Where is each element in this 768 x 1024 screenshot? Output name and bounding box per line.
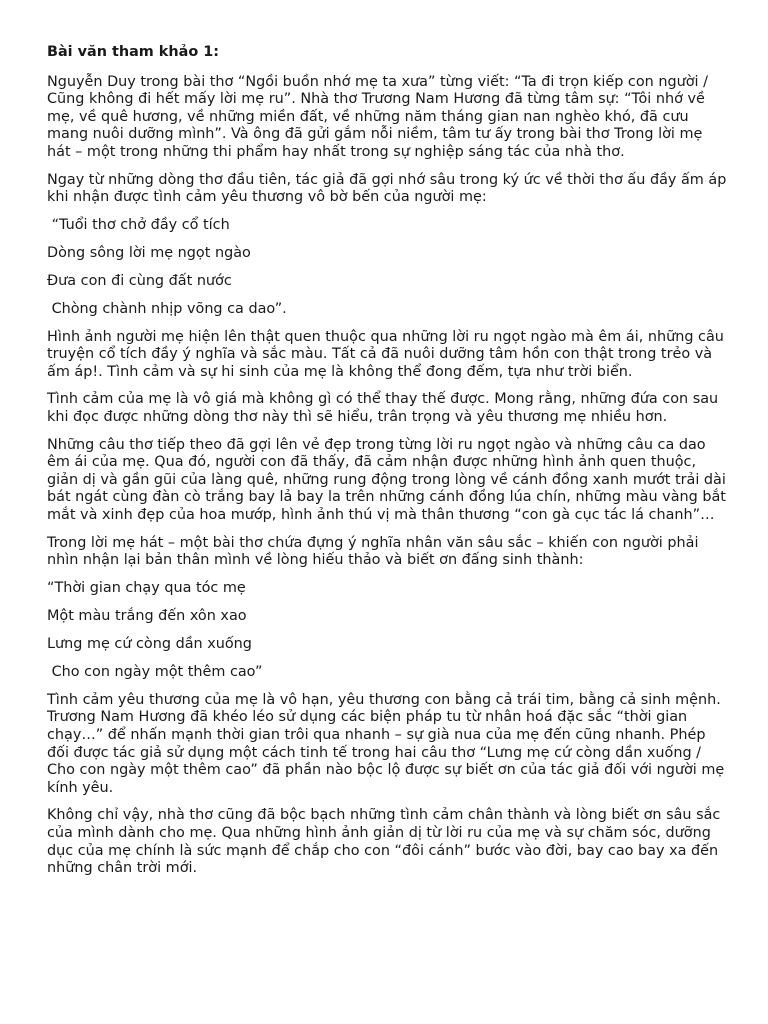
document-page — [47, 44, 727, 888]
poem-line: Đưa con đi cùng đất nước — [47, 272, 232, 289]
document-body — [47, 74, 727, 878]
paragraph: Ngay từ những dòng thơ đầu tiên, tác giả đã gợi nhớ sâu trong ký ức về thời thơ ấu đầy ấm áp khi nhận được tình cảm yêu thương vô bờ bến của người mẹ: — [47, 171, 727, 206]
paragraph: Nguyễn Duy trong bài thơ “Ngồi buồn nhớ mẹ ta xưa” từng viết: “Ta đi trọn kiếp con người / Cũng không đi hết mấy lời mẹ ru”. Nhà thơ Trương Nam Hương đã từng tâm sự: “Tôi nhớ về mẹ, về quê hương, về những miền đất, về những năm tháng gian nan nghèo khó, đã cưu mang nuôi dưỡng mình”. Và ông đã gửi gắm nỗi niềm, tâm tư ấy trong bài thơ Trong lời mẹ hát – một trong những thi phẩm hay nhất trong sự nghiệp sáng tác của nhà thơ. — [47, 73, 708, 160]
poem-line: Chòng chành nhịp võng ca dao”. — [47, 300, 287, 317]
paragraph: Tình cảm của mẹ là vô giá mà không gì có thể thay thế được. Mong rằng, những đứa con sau khi đọc được những dòng thơ này thì sẽ hiểu, trân trọng và yêu thương mẹ nhiều hơn. — [47, 391, 719, 426]
paragraph: Trong lời mẹ hát – một bài thơ chứa đựng ý nghĩa nhân văn sâu sắc – khiến con người phải nhìn nhận lại bản thân mình về lòng hiếu thảo và biết ơn đấng sinh thành: — [47, 534, 699, 569]
poem-line: Lưng mẹ cứ còng dần xuống — [47, 635, 252, 652]
poem-line: Dòng sông lời mẹ ngọt ngào — [47, 244, 251, 261]
poem-line: Một màu trắng đến xôn xao — [47, 607, 247, 624]
paragraph: Tình cảm yêu thương của mẹ là vô hạn, yêu thương con bằng cả trái tim, bằng cả sinh mệnh. Trương Nam Hương đã khéo léo sử dụng các biện pháp tu từ nhân hoá đặc sắc “thời gian chạy…” để nhấn mạnh thời gian trôi qua nhanh – sự già nua của mẹ đến cũng nhanh. Phép đối được tác giả sử dụng một cách tinh tế trong hai câu thơ “Lưng mẹ cứ còng dần xuống / Cho con ngày một thêm cao” đã phần nào bộc lộ được sự biết ơn của tác giả đối với người mẹ kính yêu. — [47, 691, 725, 796]
poem-line: Cho con ngày một thêm cao” — [47, 663, 263, 680]
poem-line: “Tuổi thơ chở đầy cổ tích — [47, 216, 230, 233]
paragraph: Không chỉ vậy, nhà thơ cũng đã bộc bạch những tình cảm chân thành và lòng biết ơn sâu sắc của mình dành cho mẹ. Qua những hình ảnh giản dị từ lời ru của mẹ và sự chăm sóc, dưỡng dục của mẹ chính là sức mạnh để chắp cho con “đôi cánh” bước vào đời, bay cao bay xa đến những chân trời mới. — [47, 807, 721, 877]
poem-line: “Thời gian chạy qua tóc mẹ — [47, 579, 246, 596]
paragraph: Những câu thơ tiếp theo đã gợi lên vẻ đẹp trong từng lời ru ngọt ngào và những câu ca dao êm ái của mẹ. Qua đó, người con đã thấy, đã cảm nhận được những hình ảnh quen thuộc, giản dị và gần gũi của làng quê, những rung động trong lòng về cánh đồng xanh mướt trải dài bát ngát cùng đàn cò trắng bay lả bay la trên những cánh đồng lúa chín, những màu vàng bắt mắt và xinh đẹp của hoa mướp, hình ảnh thú vị mà thân thương “con gà cục tác lá chanh”… — [47, 436, 726, 524]
paragraph: Hình ảnh người mẹ hiện lên thật quen thuộc qua những lời ru ngọt ngào mà êm ái, những câu truyện cổ tích đầy ý nghĩa và sắc màu. Tất cả đã nuôi dưỡng tâm hồn con thật trong trẻo và ấm áp!. Tình cảm và sự hi sinh của mẹ là không thể đong đếm, tựa như trời biển. — [47, 328, 724, 380]
document-heading: Bài văn tham khảo 1: — [47, 44, 219, 60]
